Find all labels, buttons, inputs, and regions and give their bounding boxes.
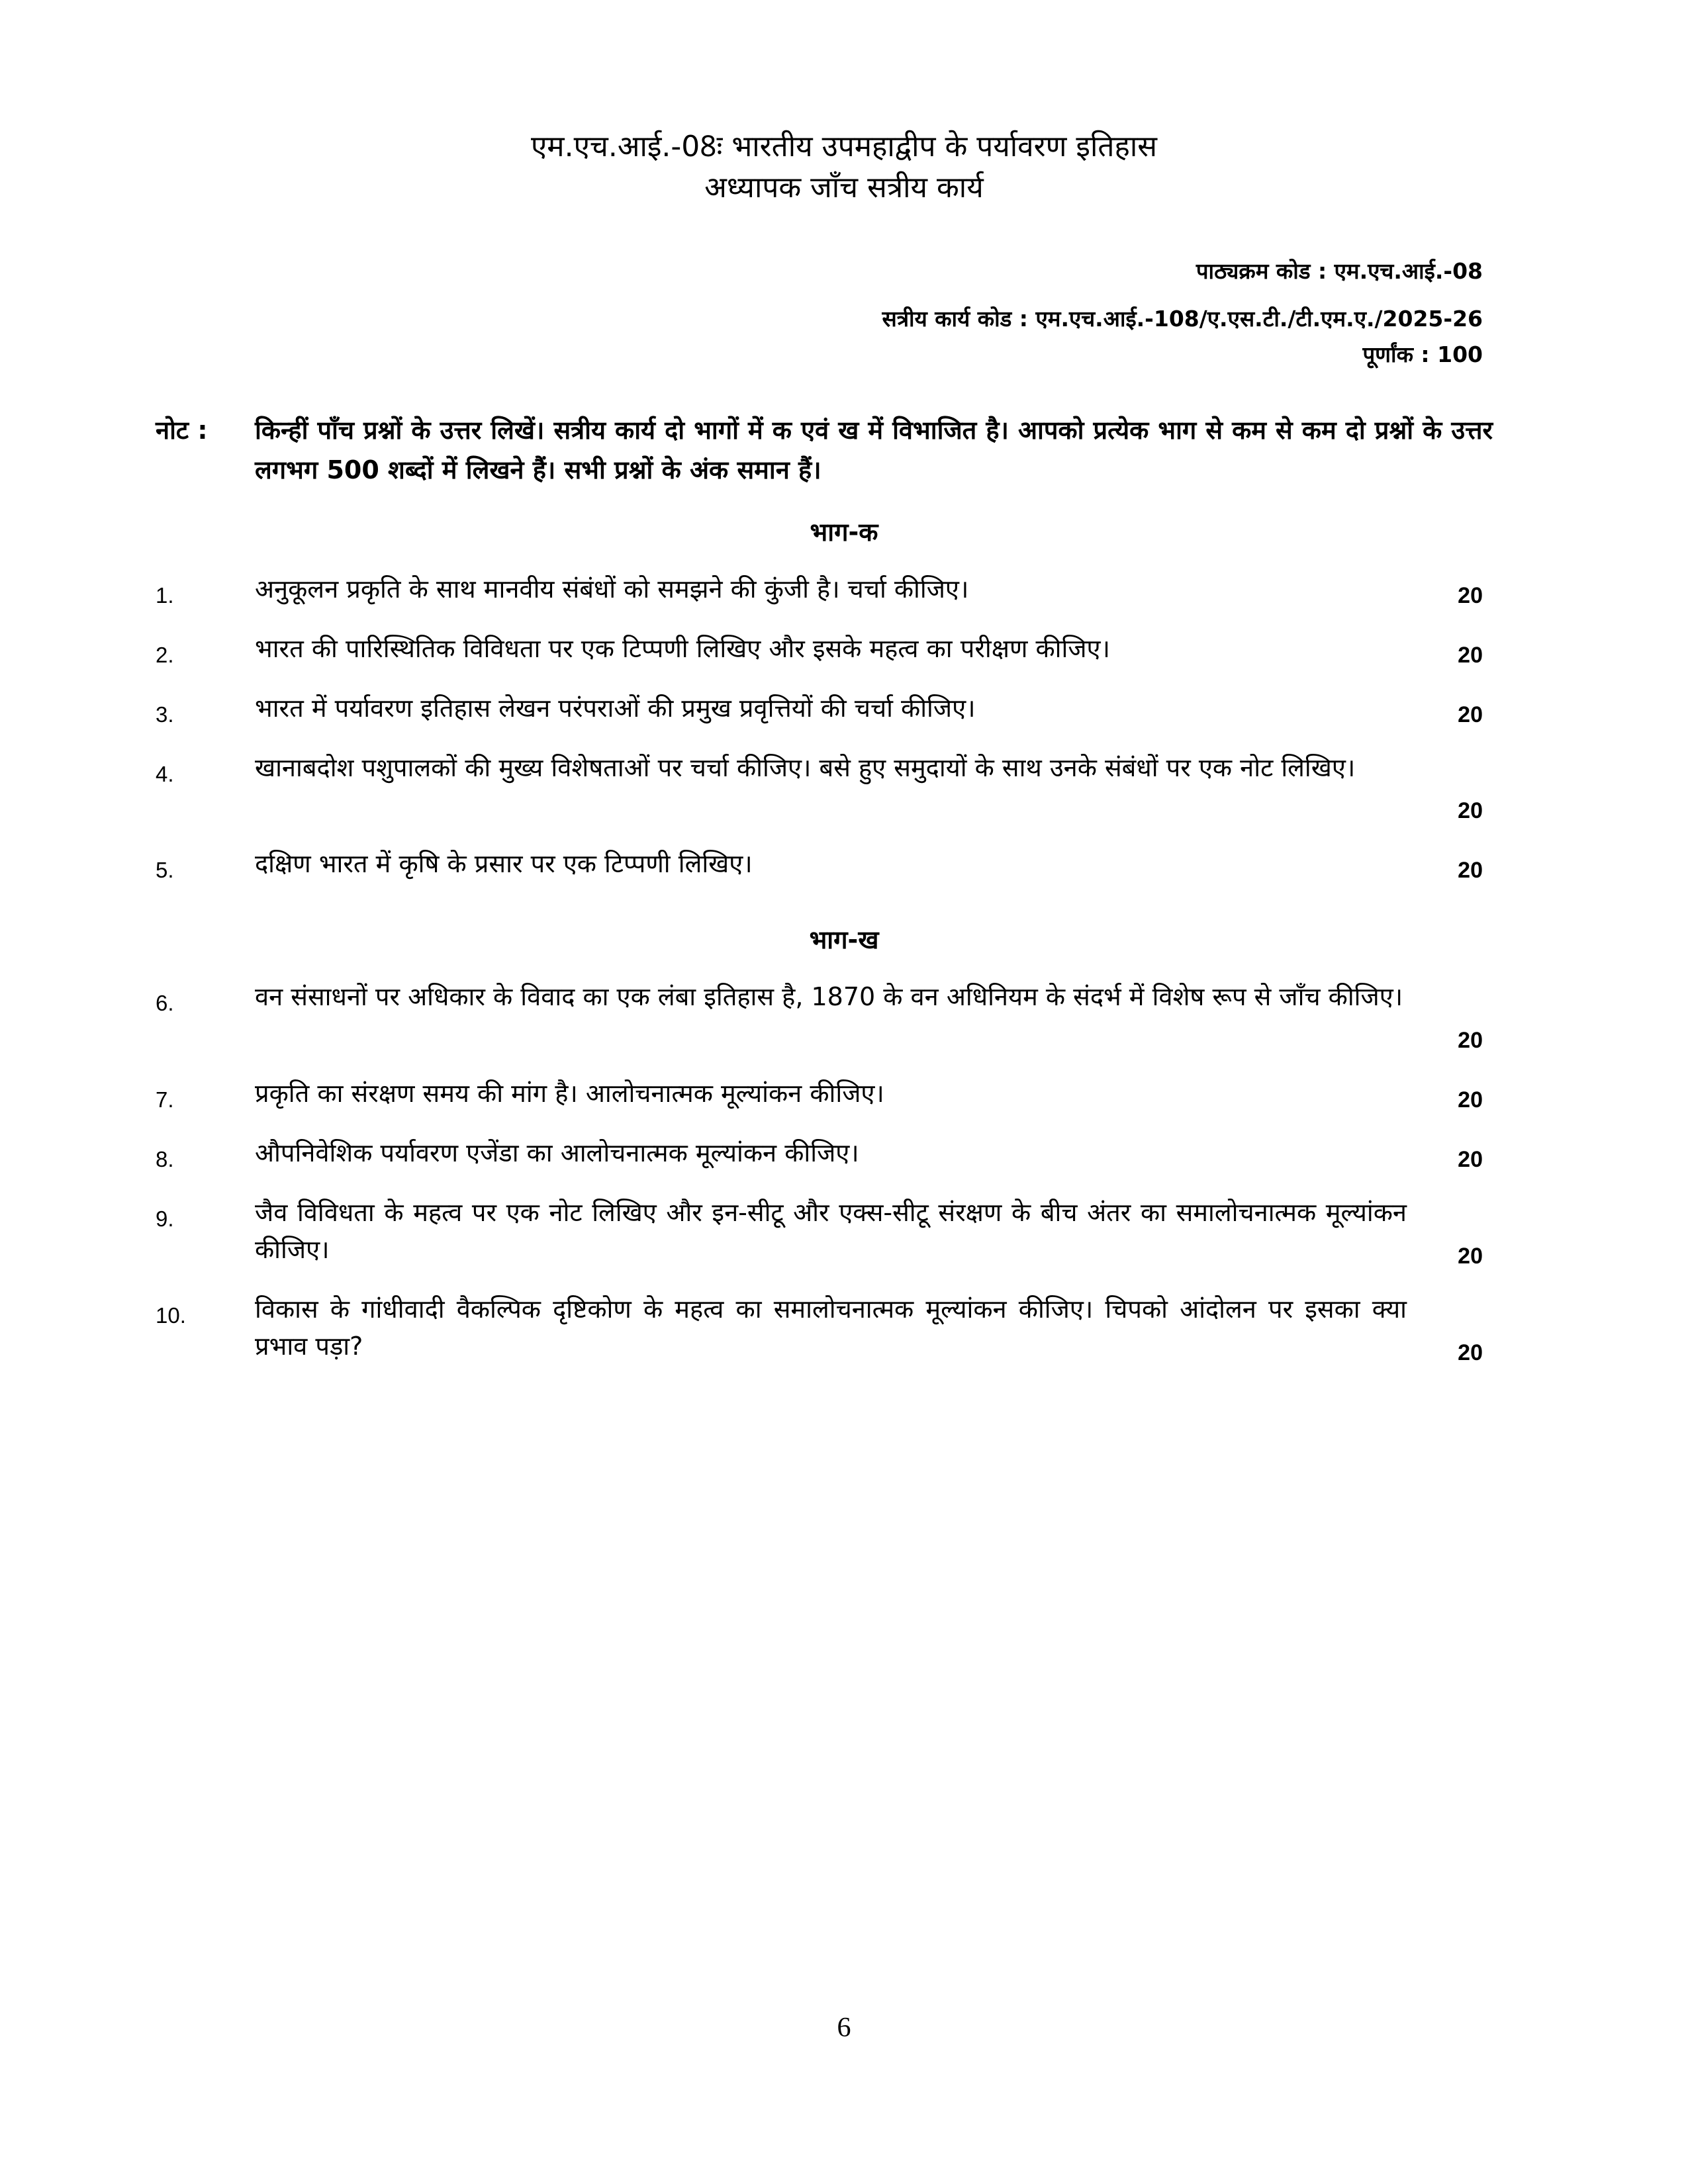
- question-marks: 20: [1458, 798, 1483, 823]
- question-marks: 20: [1458, 1244, 1483, 1269]
- question-marks: 20: [1458, 858, 1483, 883]
- question-text: जैव विविधता के महत्व पर एक नोट लिखिए और इन-सीटू और एक्स-सीटू संरक्षण के बीच अंतर का समालोचनात्मक मूल्यांकन कीजिए।: [255, 1198, 1407, 1264]
- question-marks: 20: [1458, 1340, 1483, 1365]
- question-text: भारत की पारिस्थितिक विविधता पर एक टिप्पणी लिखिए और इसके महत्व का परीक्षण कीजिए।: [255, 634, 1110, 663]
- question-number: 7.: [156, 1087, 174, 1112]
- question-marks: 20: [1458, 1147, 1483, 1172]
- document-subtitle: अध्यापक जाँच सत्रीय कार्य: [704, 171, 984, 205]
- question-number: 1.: [156, 583, 174, 608]
- question-number: 4.: [156, 762, 174, 786]
- question-marks: 20: [1458, 702, 1483, 727]
- question-number: 9.: [156, 1206, 174, 1231]
- question-number: 3.: [156, 702, 174, 727]
- assignment-code: सत्रीय कार्य कोड : एम.एच.आई.-108/ए.एस.टी./टी.एम.ए./2025-26: [882, 306, 1483, 332]
- question-text: विकास के गांधीवादी वैकल्पिक दृष्टिकोण के महत्व का समालोचनात्मक मूल्यांकन कीजिए। चिपको आंदोलन पर इसका क्या प्रभाव पड़ा?: [255, 1295, 1407, 1361]
- section-heading-b: भाग-ख: [809, 925, 879, 954]
- note-text: किन्हीं पाँच प्रश्नों के उत्तर लिखें। सत्रीय कार्य दो भागों में क एवं ख में विभाजित है। आपको प्रत्येक भाग से कम से कम दो प्रश्नों के उत्तर लगभग 500 शब्दों में लिखने हैं। सभी प्रश्नों के अंक समान हैं।: [255, 416, 1493, 484]
- max-marks: पूर्णांक : 100: [1362, 341, 1483, 367]
- question-text: दक्षिण भारत में कृषि के प्रसार पर एक टिप्पणी लिखिए।: [255, 849, 753, 878]
- question-text: अनुकूलन प्रकृति के साथ मानवीय संबंधों को समझने की कुंजी है। चर्चा कीजिए।: [255, 574, 969, 604]
- question-number: 2.: [156, 643, 174, 667]
- section-heading-a: भाग-क: [810, 518, 878, 547]
- question-text: खानाबदोश पशुपालकों की मुख्य विशेषताओं पर चर्चा कीजिए। बसे हुए समुदायों के साथ उनके संबंधों पर एक नोट लिखिए।: [255, 753, 1356, 782]
- question-marks: 20: [1458, 1028, 1483, 1053]
- question-text: वन संसाधनों पर अधिकार के विवाद का एक लंबा इतिहास है, 1870 के वन अधिनियम के संदर्भ में विशेष रूप से जाँच कीजिए।: [255, 982, 1403, 1011]
- question-marks: 20: [1458, 1087, 1483, 1113]
- document-title: एम.एच.आई.-08ः भारतीय उपमहाद्वीप के पर्यावरण इतिहास: [530, 130, 1158, 163]
- question-marks: 20: [1458, 583, 1483, 608]
- question-number: 10.: [156, 1303, 186, 1328]
- question-marks: 20: [1458, 643, 1483, 668]
- question-text: प्रकृति का संरक्षण समय की मांग है। आलोचनात्मक मूल्यांकन कीजिए।: [255, 1079, 884, 1108]
- page-number: 6: [837, 2013, 851, 2043]
- question-text: भारत में पर्यावरण इतिहास लेखन परंपराओं की प्रमुख प्रवृत्तियों की चर्चा कीजिए।: [255, 694, 976, 723]
- question-number: 8.: [156, 1147, 174, 1171]
- question-number: 6.: [156, 991, 174, 1015]
- note-label: नोट :: [156, 416, 208, 445]
- course-code: पाठ्यक्रम कोड : एम.एच.आई.-08: [1196, 258, 1483, 284]
- question-text: औपनिवेशिक पर्यावरण एजेंडा का आलोचनात्मक मूल्यांकन कीजिए।: [255, 1138, 859, 1167]
- question-number: 5.: [156, 858, 174, 882]
